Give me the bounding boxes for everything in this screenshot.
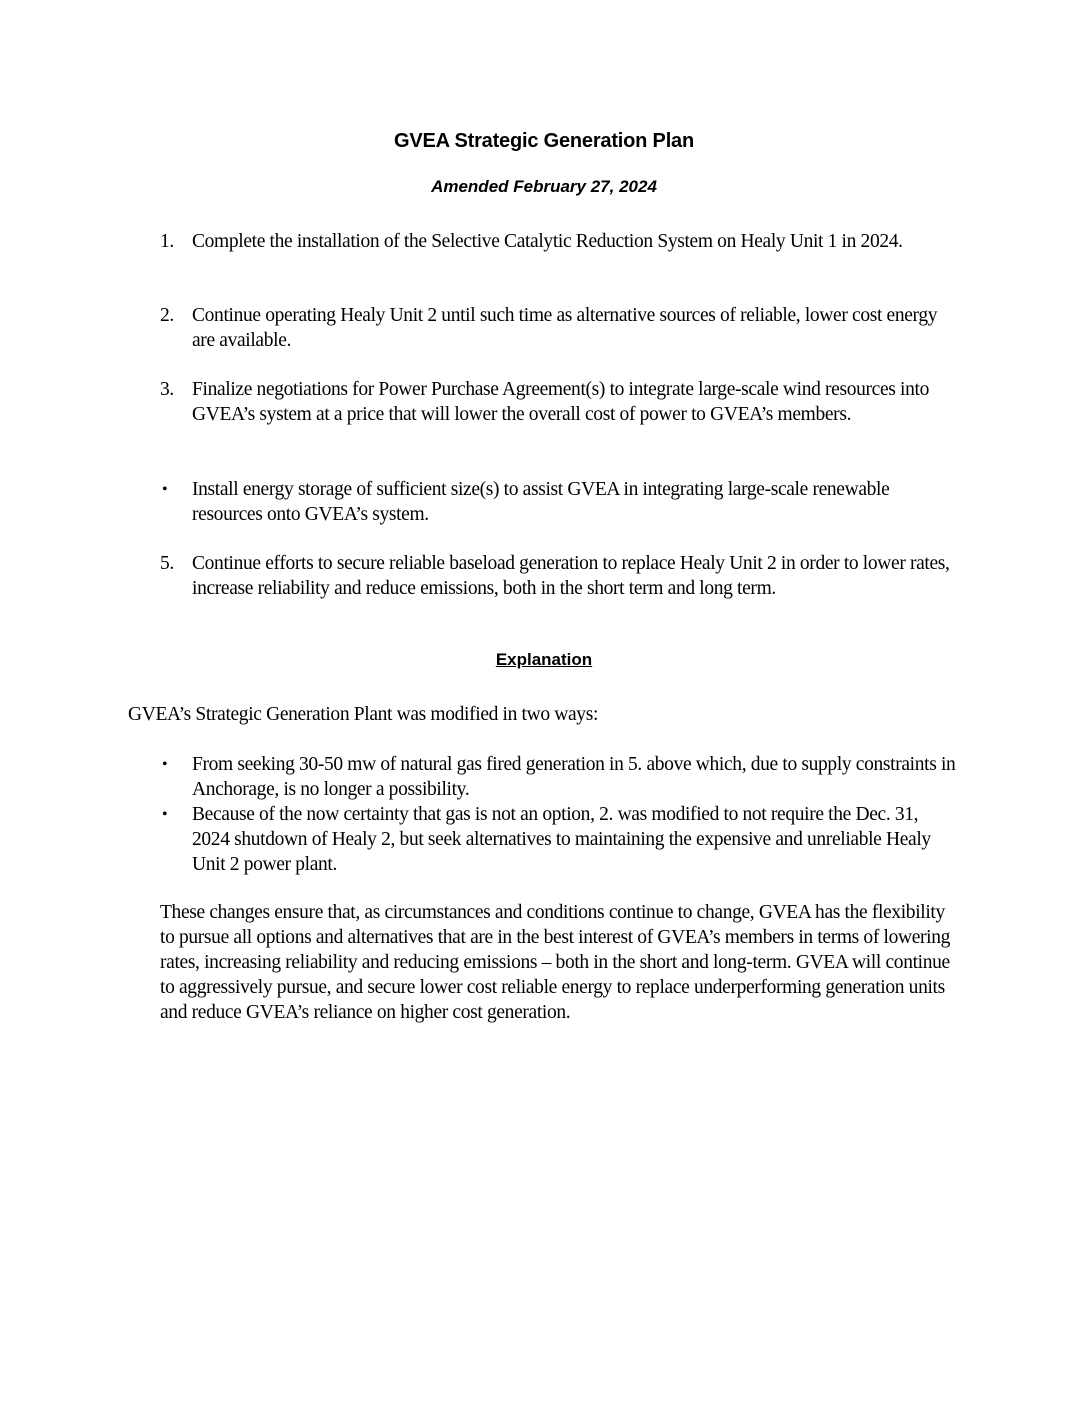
- plan-item-5: [160, 551, 960, 601]
- plan-item-text: Continue efforts to secure reliable baseload generation to replace Healy Unit 2 in order to lower rates, increase reliability and reduce emissions, both in the short term and long term.: [192, 553, 950, 599]
- list-number: 1.: [160, 231, 174, 252]
- explanation-bullet-2: [160, 802, 960, 877]
- list-number: 3.: [160, 379, 174, 400]
- explanation-bullet-1: [160, 752, 960, 802]
- explanation-bullet-text: Because of the now certainty that gas is not an option, 2. was modified to not require the Dec. 31, 2024 shutdown of Healy 2, but seek alternatives to maintaining the expensive and unreliable Healy Unit 2 power plant.: [192, 804, 931, 875]
- plan-item-text: Complete the installation of the Selective Catalytic Reduction System on Healy Unit 1 in 2024.: [192, 231, 903, 252]
- explanation-heading: Explanation: [495, 650, 593, 669]
- bullet-icon: •: [162, 806, 168, 823]
- plan-item-text: Finalize negotiations for Power Purchase Agreement(s) to integrate large-scale wind resources into GVEA’s system at a price that will lower the overall cost of power to GVEA’s members.: [192, 379, 929, 425]
- plan-item-text: Continue operating Healy Unit 2 until such time as alternative sources of reliable, lower cost energy are available.: [192, 305, 938, 351]
- document-subtitle: Amended February 27, 2024: [431, 177, 657, 196]
- plan-item-2: [160, 303, 960, 353]
- plan-item-1: [160, 229, 960, 254]
- plan-item-text: Install energy storage of sufficient size(s) to assist GVEA in integrating large-scale renewable resources onto GVEA’s system.: [192, 479, 890, 525]
- explanation-intro: GVEA’s Strategic Generation Plant was modified in two ways:: [128, 704, 599, 725]
- plan-item-4: [160, 477, 960, 527]
- list-number: 5.: [160, 553, 174, 574]
- bullet-icon: •: [162, 481, 168, 498]
- closing-paragraph: These changes ensure that, as circumstances and conditions continue to change, GVEA has the flexibility to pursue all options and alternatives that are in the best interest of GVEA’s members in terms of lowering rates, increasing reliability and reducing emissions – both in the short and long-term. GVEA will continue to aggressively pursue, and secure lower cost reliable energy to replace underperforming generation units and reduce GVEA’s reliance on higher cost generation.: [160, 902, 951, 1023]
- list-number: 2.: [160, 305, 174, 326]
- plan-item-3: [160, 377, 960, 427]
- bullet-icon: •: [162, 756, 168, 773]
- document-title: GVEA Strategic Generation Plan: [393, 130, 694, 152]
- explanation-bullet-text: From seeking 30-50 mw of natural gas fired generation in 5. above which, due to supply constraints in Anchorage, is no longer a possibility.: [192, 754, 956, 800]
